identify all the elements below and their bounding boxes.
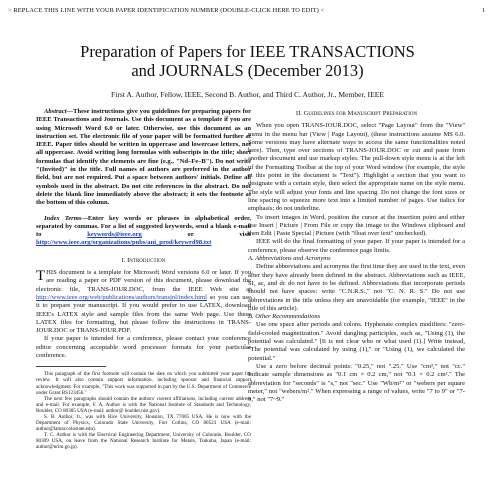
subsection-heading-recommendations: B. Other Recommendations <box>248 313 321 321</box>
running-header <box>8 7 485 14</box>
template-download-link[interactable]: http://www.ieee.org/web/publications/authors/transjnl/index.html <box>36 293 207 301</box>
recommendations-paragraph-1: Use one space after periods and colons. Hyphenate complex modifiers: "zero-field-cooled magnetization." Avoid dangling participles, such as, "Using (1), the potential was calculated." [It is not clear who or what used (1).] Write instead, "The potential was calculated by using (1)," or "Using (1), we calculated the potential." <box>248 321 465 362</box>
guidelines-paragraph-2: To insert images in Word, position the cursor at the insertion point and either use Insert | Picture | From File or copy the image to the Windows clipboard and then Edit | Paste Special | Picture (with "float over text" unchecked). <box>248 213 465 238</box>
footnote-1: This paragraph of the first footnote will contain the date on which you submitted your paper for review. It will also contain support information, including sponsor and financial support acknowledgment. For example, "This work was supported in part by the U.S. Department of Commerce under Grant BS123456." <box>36 371 251 396</box>
keywords-url-link[interactable]: http://www.ieee.org/organizations/pubs/ani_prod/keywrd98.txt <box>36 239 212 247</box>
abbreviations-paragraph: Define abbreviations and acronyms the first time they are used in the text, even after they have already been defined in the abstract. Abbreviations such as IEEE, SI, ac, and dc do not have to be defined. Abbreviations that incorporate periods should not have spaces: write "C.N.R.S.," not "C. N. R. S." Do not use abbreviations in the title unless they are unavoidable (for example, "IEEE" in the title of this article). <box>248 263 465 312</box>
subsection-heading-abbreviations: A. Abbreviations and Acronyms <box>248 255 331 263</box>
paper-id-placeholder[interactable]: > REPLACE THIS LINE WITH YOUR PAPER IDENTIFICATION NUMBER (DOUBLE-CLICK HERE TO EDIT) < <box>8 7 325 14</box>
recommendations-paragraph-2: Use a zero before decimal points: "0.25," not ".25." Use "cm³," not "cc." Indicate sample dimensions as "0.1 cm × 0.2 cm," not "0.1 × 0.2 cm²." The abbreviation for "seconds" is "s," not "sec." Use "Wb/m²" or "webers per square meter," not "webers/m²." When expressing a range of values, write "7 to 9" or "7-9," not "7~9." <box>248 362 465 404</box>
index-terms: Index Terms—Enter key words or phrases in alphabetical order, separated by commas. For a list of suggested keywords, send a blank e-mail to keywords@ieee.org or visit http://www.ieee.org/organizations/pubs/ani_prod/keywrd98.txt <box>36 214 251 247</box>
footnote-4: T. C. Author is with the Electrical Engineering Department, University of Colorado, Boulder, CO 80309 USA, on leave from the National Research Institute for Metals, Tsukuba, Japan (e-mail: author@nrim.go.jp). <box>36 432 251 451</box>
footnote-3: S. B. Author, Jr., was with Rice University, Houston, TX 77005 USA. He is now with the Department of Physics, Colorado State University, Fort Collins, CO 80523 USA (e-mail: author@lamar.colostate.edu). <box>36 413 251 433</box>
guidelines-paragraph-1: When you open TRANS-JOUR.DOC, select "Page Layout" from the "View" menu in the menu bar (View | Page Layout), (these instructions assume MS 6.0. Some versions may have alternate ways to access the same functionalities noted here). Then, type over sections of TRANS-JOUR.DOC or cut and paste from another document and use markup styles. The pull-down style menu is at the left of the Formatting Toolbar at the top of your Word window (for example, the style at this point in the document is "Text"). Highlight a section that you want to designate with a certain style, then select the appropriate name on the style menu. The style will adjust your fonts and line spacing. Do not change the font sizes or line spacing to squeeze more text into a limited number of pages. Use italics for emphasis; do not underline. <box>248 122 465 213</box>
abstract: Abstract—These instructions give you guidelines for preparing papers for IEEE Transactions and Journals. Use this document as a template if you are using Microsoft Word 6.0 or later. Otherwise, use this document as an instruction set. The electronic file of your paper will be formatted further at IEEE. Paper titles should be written in uppercase and lowercase letters, not all uppercase. Avoid writing long formulas with subscripts in the title; short formulas that identify the elements are fine (e.g., "Nd–Fe–B"). Do not write "(Invited)" in the title. Full names of authors are preferred in the author field, but are not required. Put a space between authors' initials. Define all symbols used in the abstract. Do not cite references in the abstract. Do not delete the blank line immediately above the abstract; it sets the footnote at the bottom of this column. <box>36 108 251 207</box>
page-number: 1 <box>481 7 485 14</box>
footnote-2: The next few paragraphs should contain the authors' current affiliations, including current address and e-mail. For example, F. A. Author is with the National Institute of Standards and Technology, Boulder, CO 80305 USA (e-mail: author@ boulder.nist.gov). <box>36 395 251 414</box>
footnote-rule <box>36 366 106 367</box>
left-column <box>36 108 251 451</box>
intro-paragraph-1: THIS document is a template for Microsoft Word versions 6.0 or later. If you are reading a paper or PDF version of this document, please download the electronic file, TRANS-JOUR.DOC, from the IEEE Web site at http://www.ieee.org/web/publications/authors/transjnl/index.html so you can use it to prepare your manuscript. If you would prefer to use LATEX, download IEEE's LATEX style and sample files from the same Web page. Use these LATEX files for formatting, but please follow the instructions in TRANS-JOUR.DOC or TRANS-JOUR.PDF. <box>36 268 251 335</box>
right-column <box>248 108 465 404</box>
guidelines-paragraph-3: IEEE will do the final formatting of your paper. If your paper is intended for a conference, please observe the conference page limits. <box>248 238 465 254</box>
drop-cap: T <box>36 268 46 285</box>
keywords-email-link[interactable]: keywords@ieee.org <box>87 231 142 239</box>
paper-title <box>40 42 455 80</box>
section-heading-guidelines: II. Guidelines for Manuscript Preparation <box>295 110 418 117</box>
author-line: First A. Author, Fellow, IEEE, Second B. Author, and Third C. Author, Jr., Member, IEEE <box>111 90 384 99</box>
intro-paragraph-2: If your paper is intended for a conference, please contact your conference editor concerning acceptable word processor formats for your particular conference. <box>36 335 251 360</box>
section-heading-introduction: I. Introduction <box>121 256 166 264</box>
title-line-2: and JOURNALS (December 2013) <box>131 61 364 80</box>
title-line-1: Preparation of Papers for IEEE TRANSACTIONS <box>80 42 415 61</box>
